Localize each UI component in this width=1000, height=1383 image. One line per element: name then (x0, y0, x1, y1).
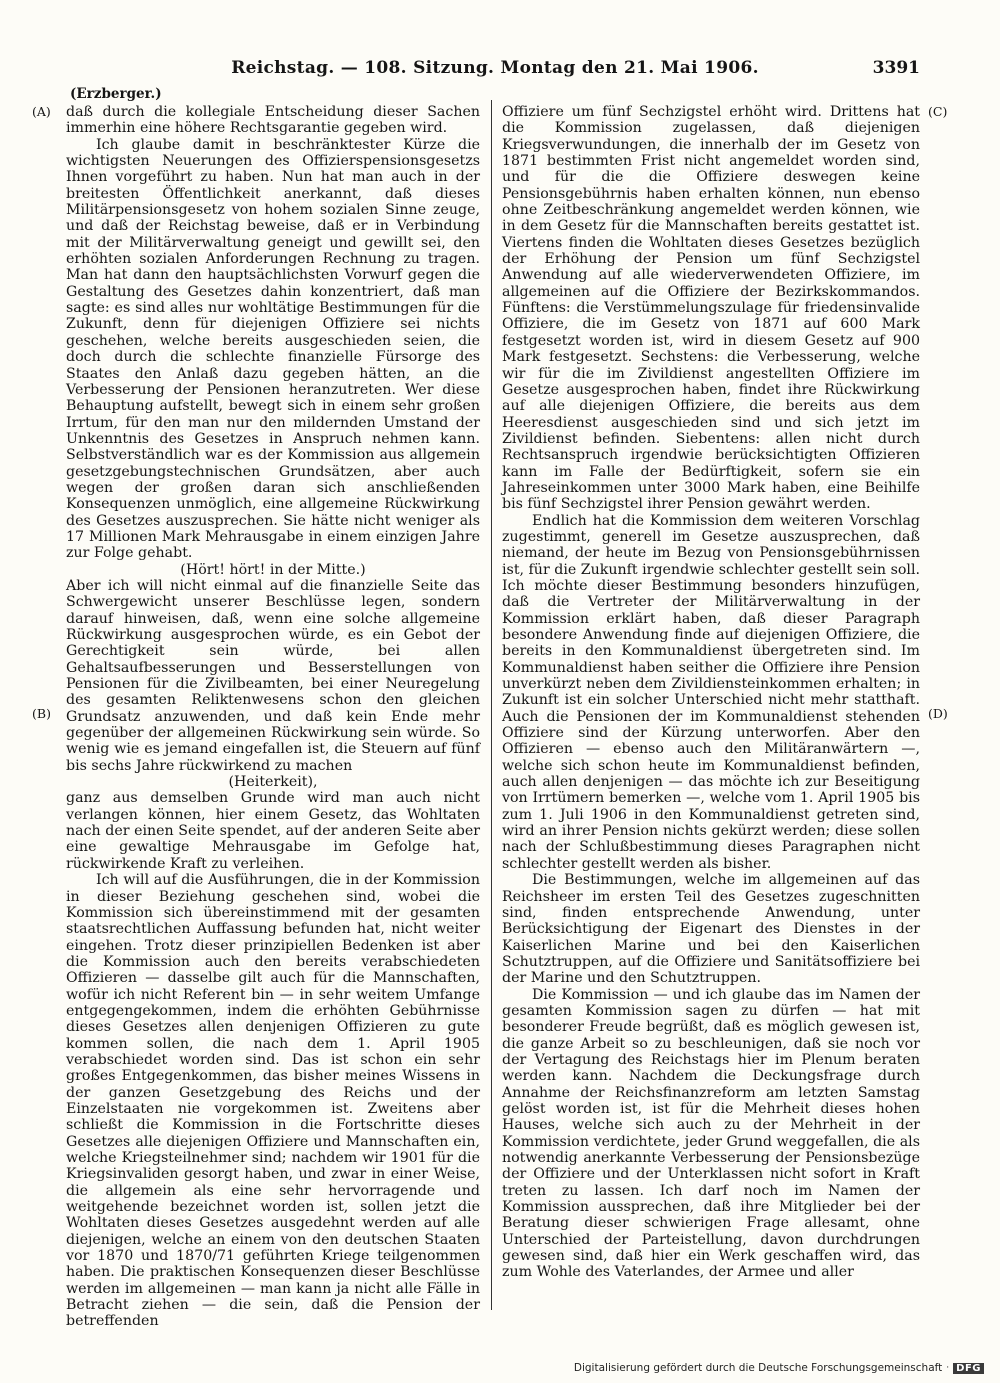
margin-marker-d: (D) (928, 706, 948, 721)
paragraph: ganz aus demselben Grunde wird man auch nicht verlangen können, hier einem Gesetz, das Wohltaten nach der einen Seite spendet, auf der anderen Seite aber eine gewaltige Mehrausgabe im Gefolge hat, rückwirkende Kraft zu verleihen. (66, 790, 480, 872)
paragraph: Ich will auf die Ausführungen, die in der Kommission in dieser Beziehung geschehen sind, wobei die Kommission sich übereinstimmend mit der gesamten staatsrechtlichen Auffassung befunden hat, nicht weiter eingehen. Trotz dieser prinzipiellen Bedenken ist aber die Kommission auch den bereits verabschiedeten Offizieren — dasselbe gilt auch für die Mannschaften, wofür ich nicht Referent bin — in sehr weitem Umfange entgegengekommen, indem die erhöhten Gebührnisse dieses Gesetzes allen denjenigen Offizieren zu gute kommen sollen, die nach dem 1. April 1905 verabschiedet worden sind. Das ist schon ein sehr großes Entgegenkommen, das bisher meines Wissens in der ganzen Gesetzgebung des Reichs und der Einzelstaaten nie vorgekommen ist. Zweitens aber schließt die Kommission in die Fortschritte dieses Gesetzes alle diejenigen Offiziere und Mannschaften ein, welche Kriegsteilnehmer sind; nachdem wir 1901 für die Kriegsinvaliden gesorgt haben, und zwar in einer Weise, die allgemein als eine sehr hervorragende und weitgehende bezeichnet worden ist, sollen jetzt die Wohltaten dieses Gesetzes ausgedehnt werden auf alle diejenigen, welche an einem von den deutschen Staaten vor 1870 und 1870/71 geführten Kriege teilgenommen haben. Die praktischen Konsequenzen dieser Beschlüsse werden im allgemeinen — man kann ja nicht alle Fälle in Betracht ziehen — die sein, daß die Pension der betreffenden (66, 872, 480, 1330)
running-head: Reichstag. — 108. Sitzung. Montag den 21. Mai 1906. (231, 58, 759, 78)
paragraph: Endlich hat die Kommission dem weiteren Vorschlag zugestimmt, generell im Gesetze auszusprechen, daß niemand, der heute im Bezug von Pensionsgebührnissen ist, für die Zukunft irgendwie schlechter gestellt sein soll. Ich möchte dieser Bestimmung besonders hinzufügen, daß die Vertreter der Militärverwaltung in der Kommission erklärt haben, daß dieser Paragraph besondere Anwendung finde auf diejenigen Offiziere, die bereits in den Kommunaldienst übergetreten sind. Im Kommunaldienst haben seither die Offiziere ihre Pension unverkürzt neben dem Zivildiensteinkommen erhalten; in Zukunft ist ein solcher Unterschied nicht mehr statthaft. Auch die Pensionen der im Kommunaldienst stehenden Offiziere sind der Kürzung unterworfen. Aber den Offizieren — ebenso auch den Militäranwärtern —, welche sich schon heute im Kommunaldienst befinden, auch allen denjenigen — das möchte ich zur Beseitigung von Irrtümern bemerken —, welche vom 1. April 1905 bis zum 1. Juli 1906 in den Kommunaldienst getreten sind, wird an ihrer Pension nichts gekürzt werden; diese sollen nach der Schlußbestimmung dieses Paragraphen nicht schlechter gestellt werden als bisher. (502, 512, 920, 872)
margin-marker-a: (A) (32, 104, 51, 119)
right-column (502, 104, 920, 1316)
interjection: (Heiterkeit), (228, 774, 318, 791)
paragraph: Offiziere um fünf Sechzigstel erhöht wird. Drittens hat die Kommission zugelassen, daß diejenigen Kriegsverwundungen, die innerhalb der im Gesetz von 1871 bestimmten Frist nicht angemeldet worden sind, und für die die Offiziere deswegen keine Pensionsgebührnis haben erhalten können, nun ebenso ohne Zeitbeschränkung angemeldet werden können, wie in dem Gesetz für die Mannschaften bereits gestattet ist. Viertens finden die Wohltaten dieses Gesetzes bezüglich der Erhöhung der Pension um fünf Sechzigstel Anwendung auf alle wiederverwendeten Offiziere, im allgemeinen auf die Offiziere der Bezirkskommandos. Fünftens: die Verstümmelungszulage für friedensinvalide Offiziere, die im Gesetz von 1871 auf 600 Mark festgesetzt worden ist, wird in diesem Gesetz auf 900 Mark festgesetzt. Sechstens: die Verbesserung, welche wir für die im Zivildienst angestellten Offiziere im Gesetze ausgesprochen haben, findet ihre Rückwirkung auf alle diejenigen Offiziere, die bereits aus dem Heeresdienst ausgeschieden sind und sich jetzt im Zivildienst befinden. Siebentens: allen nicht durch Rechtsanspruch irgendwie berücksichtigten Offizieren kann im Falle der Bedürftigkeit, sofern sie ein Jahreseinkommen unter 3000 Mark haben, eine Beihilfe bis fünf Sechzigstel ihrer Pension gewährt werden. (502, 104, 920, 513)
paragraph: Die Bestimmungen, welche im allgemeinen auf das Reichsheer im ersten Teil des Gesetzes zugeschnitten sind, finden entsprechende Anwendung, unter Berücksichtigung der Eigenart des Dienstes in der Kaiserlichen Marine und bei den Kaiserlichen Schutztruppen, auf die Offiziere und Sanitätsoffiziere bei der Marine und den Schutztruppen. (502, 872, 920, 987)
paragraph: Die Kommission — und ich glaube das im Namen der gesamten Kommission sagen zu dürfen — hat mit besonderer Freude begrüßt, daß es möglich gewesen ist, die ganze Arbeit so zu beschleunigen, daß sie noch vor der Vertagung des Reichstags hier im Plenum beraten werden kann. Nachdem die Deckungsfrage durch Annahme der Reichsfinanzreform am letzten Samstag gelöst worden ist, ist für die Mehrheit dieses hohen Hauses, welche sich auch zu der Mehrheit in der Kommission verdichtete, jeder Grund weggefallen, die als notwendig anerkannte Verbesserung der Pensionsbezüge der Offiziere und der Unterklassen nicht sofort in Kraft treten zu lassen. Ich darf noch im Namen der Kommission aussprechen, daß ihre Mitglieder bei der Beratung dieser schwierigen Frage allesamt, ohne Unterschied der Parteistellung, davon durchdrungen gewesen sind, daß hier ein Werk geschaffen wird, das zum Wohle des Vaterlandes, der Armee und aller (502, 986, 920, 1281)
left-column (66, 104, 480, 1330)
column-divider (491, 100, 492, 1310)
dfg-logo: · (946, 1363, 950, 1373)
interjection: (Hört! hört! in der Mitte.) (180, 561, 366, 578)
funding-note: Digitalisierung gefördert durch die Deutsche Forschungsgemeinschaft (573, 1362, 943, 1374)
dfg-logo-mark: DFG (953, 1363, 984, 1374)
speaker-name: (Erzberger.) (70, 86, 162, 102)
paragraph: daß durch die kollegiale Entscheidung dieser Sachen immerhin eine höhere Rechtsgarantie gegeben wird. (66, 104, 480, 137)
margin-marker-b: (B) (32, 706, 51, 721)
paragraph: Aber ich will nicht einmal auf die finanzielle Seite das Schwergewicht unserer Beschlüsse legen, sondern darauf hinweisen, daß, wenn eine solche allgemeine Rückwirkung ausgesprochen würde, es ein Gebot der Gerechtigkeit sein würde, bei allen Gehaltsaufbesserungen und Besserstellungen von Pensionen für die Zivilbeamten, bei einer Neuregelung des gesamten Reliktenwesens schon den gleichen Grundsatz anzuwenden, und daß kein Ende mehr gegenüber der allgemeinen Rückwirkung sein würde. So wenig wie es jemand eingefallen ist, die Steuern auf fünf bis sechs Jahre rückwirkend zu machen (66, 577, 480, 774)
page-number: 3391 (872, 58, 920, 78)
paragraph: Ich glaube damit in beschränktester Kürze die wichtigsten Neuerungen des Offizierspensionsgesetzs Ihnen vorgeführt zu haben. Nun hat man auch in der breitesten Öffentlichkeit anerkannt, daß dieses Militärpensionsgesetz von hohem sozialen Sinne zeuge, und daß der Reichstag beweise, daß er in Verbindung mit der Militärverwaltung geneigt und gewillt sei, den erhöhten sozialen Anforderungen Rechnung zu tragen. Man hat dann den hauptsächlichsten Vorwurf gegen die Gestaltung des Gesetzes dahin konzentriert, daß man sagte: es sind alles nur wohltätige Bestimmungen für die Zukunft, denn für diejenigen Offiziere sei nichts geschehen, welche bereits ausgeschieden seien, die doch durch die schlechte finanzielle Fürsorge des Staates den Anlaß dazu gegeben hätten, an die Verbesserung der Pensionen heranzutreten. Wer diese Behauptung aufstellt, bewegt sich in einem sehr großen Irrtum, für den man nur den mildernden Umstand der Unkenntnis des Gesetzes in Anspruch nehmen kann. Selbstverständlich war es der Kommission aus allgemein gesetzgebungstechnischen Grundsätzen, aber auch wegen der großen daran sich anschließenden Konsequenzen unmöglich, eine allgemeine Rückwirkung des Gesetzes auszusprechen. Sie hätte nicht weniger als 17 Millionen Mark Mehrausgabe in einem einzigen Jahre zur Folge gehabt. (66, 136, 480, 562)
footer-credit (574, 1362, 984, 1374)
running-header (70, 58, 920, 84)
margin-marker-c: (C) (928, 104, 948, 119)
